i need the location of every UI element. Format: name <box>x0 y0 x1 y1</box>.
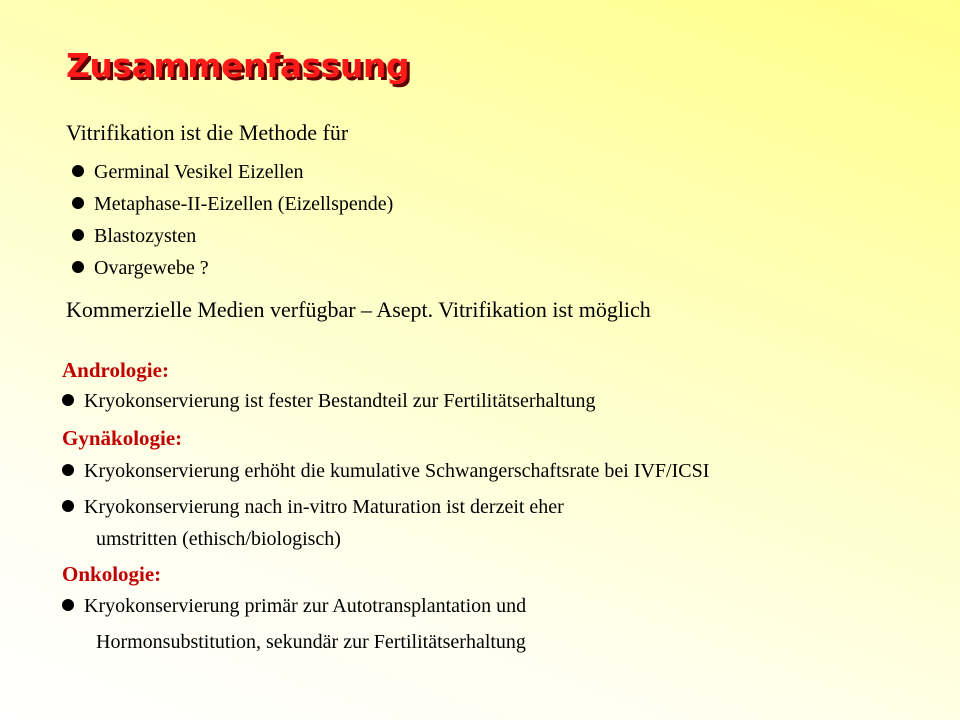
vitrifikation-intro: Vitrifikation ist die Methode für <box>66 120 349 145</box>
list-item-continuation: Hormonsubstitution, sekundär zur Fertilitätserhaltung <box>96 631 526 653</box>
onkologie-heading: Onkologie: <box>62 562 162 586</box>
bullet-icon <box>72 197 84 209</box>
list-item: Ovargewebe ? <box>72 257 209 280</box>
list-item: Kryokonservierung ist fester Bestandteil zur Fertilitätserhaltung <box>62 390 596 413</box>
bullet-icon <box>62 464 74 476</box>
list-item: Germinal Vesikel Eizellen <box>72 161 304 184</box>
gynaekologie-heading: Gynäkologie: <box>62 426 183 450</box>
list-item: Kryokonservierung nach in-vitro Maturation ist derzeit eher <box>62 496 564 519</box>
vitrifikation-conclusion: Kommerzielle Medien verfügbar – Asept. Vitrifikation ist möglich <box>66 297 651 322</box>
list-item: Kryokonservierung erhöht die kumulative Schwangerschaftsrate bei IVF/ICSI <box>62 460 709 483</box>
bullet-icon <box>72 229 84 241</box>
andrologie-heading: Andrologie: <box>62 358 169 382</box>
bullet-icon <box>62 394 74 406</box>
bullet-icon <box>72 261 84 273</box>
bullet-icon <box>62 599 74 611</box>
list-item: Kryokonservierung primär zur Autotransplantation und <box>62 595 526 618</box>
list-item: Metaphase-II-Eizellen (Eizellspende) <box>72 193 393 216</box>
list-item: Blastozysten <box>72 225 196 248</box>
bullet-icon <box>72 165 84 177</box>
slide-title: Zusammenfassung <box>66 46 409 85</box>
bullet-icon <box>62 500 74 512</box>
list-item-continuation: umstritten (ethisch/biologisch) <box>96 528 341 550</box>
